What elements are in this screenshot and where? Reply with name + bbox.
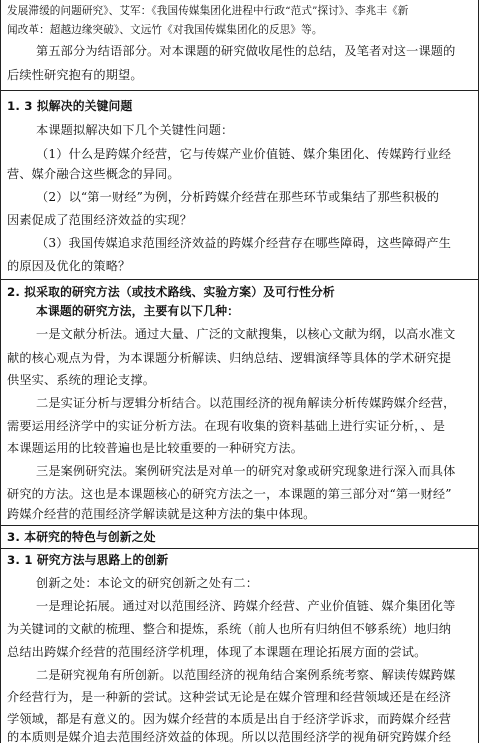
section-divider bbox=[1, 279, 478, 280]
text-line: 二是实证分析与逻辑分析结合。以范围经济的视角解读分析传媒跨媒介经营， bbox=[36, 396, 456, 410]
text-line: 的原因及优化的策略？ bbox=[7, 259, 131, 273]
text-line: 创新之处：本论文的研究创新之处有二： bbox=[36, 576, 259, 590]
text-line: 为关键词的文献的梳理、整合和提炼，系统（前人也所有归纳但不够系统）地归纳 bbox=[7, 622, 452, 636]
text-line: 需要运用经济学中的实证分析方法。在现有收集的资料基础上进行实证分析，、是 bbox=[7, 419, 446, 433]
text-line: 发展滞缓的问题研究》、艾军：《我国传媒集团化进程中行政“范式”探讨》、李兆丰《新 bbox=[7, 5, 409, 17]
section-heading: 1. 3 拟解决的关键问题 bbox=[7, 99, 133, 113]
text-line: 营、媒介融合这些概念的异同。 bbox=[7, 167, 180, 181]
text-line: 闻改革：超越边缘突破》、文远竹《对我国传媒集团化的反思》等。 bbox=[7, 24, 323, 36]
text-line: 献的核心观点为骨，为本课题分析解读、归纳总结、逻辑演绎等具体的学术研究提 bbox=[7, 351, 452, 365]
text-line: 三是案例研究法。案例研究法是对单一的研究对象或研究现象进行深入而具体 bbox=[36, 464, 456, 478]
section-divider bbox=[1, 525, 478, 526]
text-line: （3）我国传媒追求范围经济效益的跨媒介经营存在哪些障碍，这些障碍产生 bbox=[36, 236, 452, 250]
section-heading: 3. 1 研究方法与思路上的创新 bbox=[7, 553, 169, 567]
section-heading: 3. 本研究的特色与创新之处 bbox=[7, 530, 156, 544]
section-heading: 2. 拟采取的研究方法（或技术路线、实验方案）及可行性分析 bbox=[7, 285, 335, 299]
text-line: 第五部分为结语部分。对本课题的研究做收尾性的总结，及笔者对这一课题的 bbox=[36, 44, 456, 58]
section-divider bbox=[1, 90, 478, 91]
text-line: （1）什么是跨媒介经营，它与传媒产业价值链、媒介集团化、传媒跨行业经 bbox=[36, 147, 452, 161]
text-line: 二是研究视角有所创新。以范围经济的视角结合案例系统考察、解读传媒跨媒 bbox=[36, 668, 456, 682]
text-line: 跨媒介经营的范围经济学解读就是这种方法的集中体现。 bbox=[7, 507, 316, 521]
text-line: 本课题运用的比较普遍也是比较重要的一种研究方法。 bbox=[7, 441, 304, 455]
text-line: 一是文献分析法。通过大量、广泛的文献搜集，以核心文献为纲，以高水准文 bbox=[36, 327, 456, 341]
text-line: 供坚实、系统的理论支撑。 bbox=[7, 373, 156, 387]
text-line: （2）以“第一财经”为例，分析跨媒介经营在那些环节或集结了那些积极的 bbox=[36, 190, 440, 204]
text-line: 的本质则是媒介追去范围经济效益的体现。所以以范围经济学的视角研究跨媒介经 bbox=[7, 730, 452, 743]
text-line: 一是理论拓展。通过对以范围经济、跨媒介经营、产业价值链、媒介集团化等 bbox=[36, 599, 456, 613]
text-line: 学领域，都是有意义的。因为媒介经营的本质是出自于经济学诉求，而跨媒介经营 bbox=[7, 712, 452, 726]
section-divider bbox=[1, 548, 478, 549]
text-line: 总结出跨媒介经营的范围经济学机理，体现了本课题在理论拓展方面的尝试。 bbox=[7, 645, 427, 659]
text-line: 研究的方法。这也是本课题核心的研究方法之一，本课题的第三部分对“第一财经” bbox=[7, 487, 452, 501]
subsection-heading: 本课题的研究方法，主要有以下几种： bbox=[36, 304, 240, 318]
text-line: 本课题拟解决如下几个关键性问题： bbox=[36, 123, 234, 137]
text-line: 因素促成了范围经济效益的实现？ bbox=[7, 213, 193, 227]
text-line: 后续性研究抱有的期望。 bbox=[7, 68, 143, 82]
text-line: 介经营行为，是一种新的尝试。这种尝试无论是在媒介管理和经营领域还是在经济 bbox=[7, 690, 452, 704]
